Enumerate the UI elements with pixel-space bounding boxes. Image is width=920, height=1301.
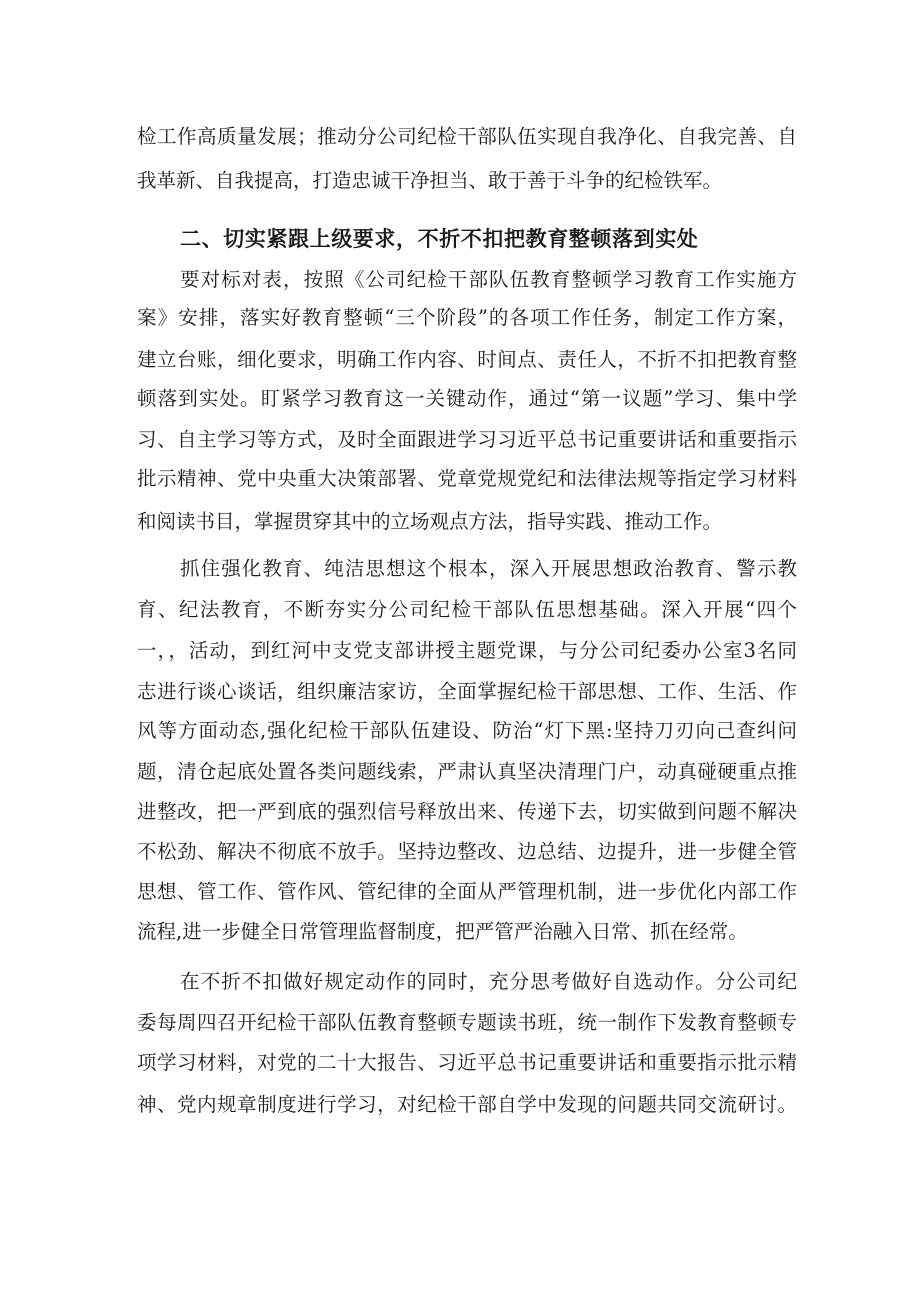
paragraph-3-line: 在不折不扣做好规定动作的同时，充分思考做好自选动作。分公司纪 <box>180 970 797 993</box>
intro-line-2: 我革新、自我提高，打造忠诚干净担当、敢于善于斗争的纪检铁军。 <box>137 169 723 192</box>
paragraph-3-line: 神、党内规章制度进行学习，对纪检干部自学中发现的问题共同交流研讨。 <box>137 1093 797 1116</box>
paragraph-2-line: 题，清仓起底处置各类问题线索，严肃认真坚决清理门户，动真碰硬重点推 <box>137 760 797 783</box>
paragraph-2-line: 不松劲、解决不彻底不放手。坚持边整改、边总结、边提升，进一步健全管 <box>137 840 797 863</box>
paragraph-2-line: 一，，活动，到红河中支党支部讲授主题党课，与分公司纪委办公室3名同 <box>137 639 797 662</box>
paragraph-2-line: 流程,进一步健全日常管理监督制度，把严管严治融入日常、抓在经常。 <box>137 920 748 943</box>
intro-line-1: 检工作高质量发展；推动分公司纪检干部队伍实现自我净化、自我完善、自 <box>137 125 797 148</box>
paragraph-1-line: 建立台账，细化要求，明确工作内容、时间点、责任人，不折不扣把教育整 <box>137 348 797 371</box>
paragraph-1-line: 要对标对表，按照《公司纪检干部队伍教育整顿学习教育工作实施方 <box>180 268 797 291</box>
paragraph-1-line: 顿落到实处。盯紧学习教育这一关键动作，通过“第一议题”学习、集中学 <box>137 387 797 410</box>
paragraph-2-line: 进整改，把一严到底的强烈信号释放出来、传递下去，切实做到问题不解决 <box>137 800 797 823</box>
paragraph-3-line: 项学习材料，对党的二十大报告、习近平总书记重要讲话和重要指示批示精 <box>137 1051 797 1074</box>
paragraph-1-line: 习、自主学习等方式，及时全面跟进学习习近平总书记重要讲话和重要指示 <box>137 428 797 451</box>
paragraph-1-line: 和阅读书目，掌握贯穿其中的立场观点方法，指导实践、推动工作。 <box>137 510 723 533</box>
section-heading: 二、切实紧跟上级要求，不折不扣把教育整顿落到实处 <box>180 227 699 251</box>
paragraph-3-line: 委每周四召开纪检干部队伍教育整顿专题读书班，统一制作下发教育整顿专 <box>137 1011 797 1034</box>
paragraph-1-line: 批示精神、党中央重大决策部署、党章党规党纪和法律法规等指定学习材料 <box>137 467 797 490</box>
paragraph-1-line: 案》安排，落实好教育整顿“三个阶段”的各项工作任务，制定工作方案， <box>137 306 797 329</box>
paragraph-2-line: 思想、管工作、管作风、管纪律的全面从严管理机制，进一步优化内部工作 <box>137 880 797 903</box>
paragraph-2-line: 志进行谈心谈话，组织廉洁家访，全面掌握纪检干部思想、工作、生活、作 <box>137 680 797 703</box>
paragraph-2-line: 风等方面动态,强化纪检干部队伍建设、防治“灯下黑:坚持刀刃向己查纠问 <box>137 719 797 742</box>
paragraph-2-line: 抓住强化教育、纯洁思想这个根本，深入开展思想政治教育、警示教 <box>180 557 797 580</box>
paragraph-2-line: 育、纪法教育，不断夯实分公司纪检干部队伍思想基础。深入开展“四个 <box>137 598 797 621</box>
